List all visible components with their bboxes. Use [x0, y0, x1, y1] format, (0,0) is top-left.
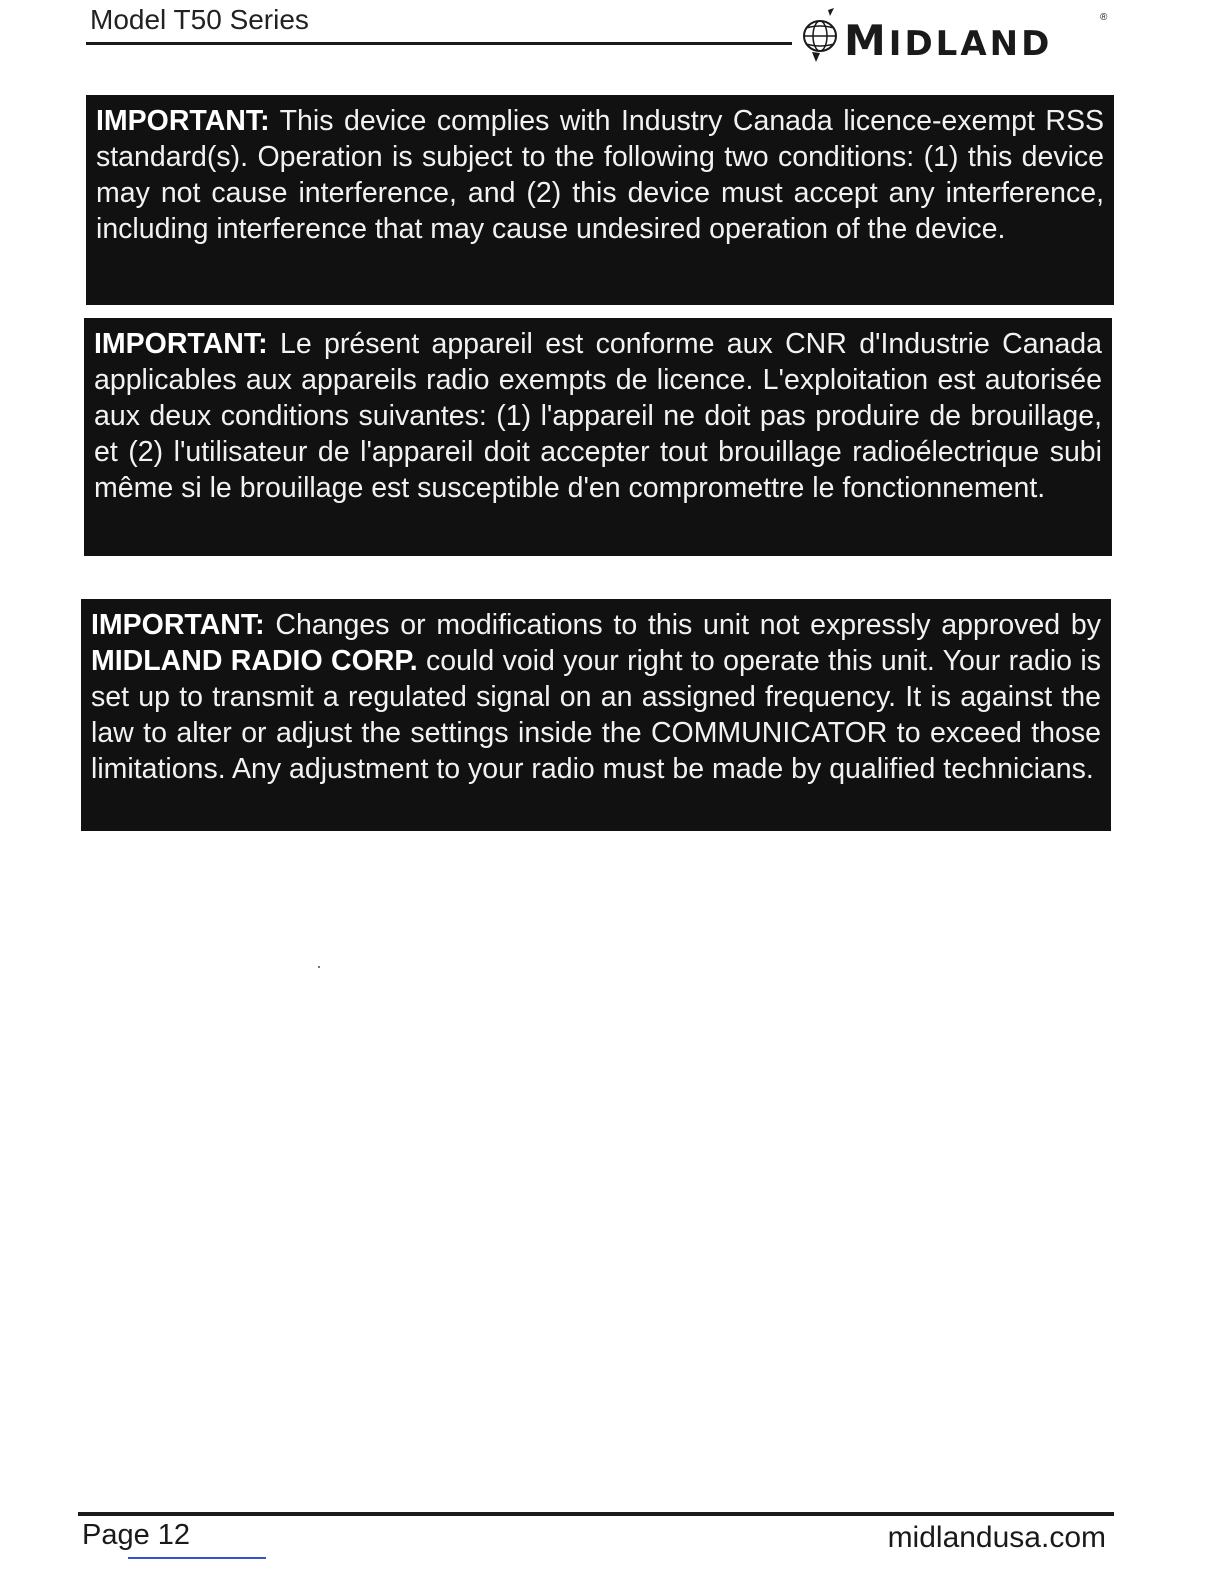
notice-modifications	[81, 599, 1111, 831]
company-name: MIDLAND RADIO CORP.	[91, 645, 418, 677]
notice-label: IMPORTANT:	[91, 609, 265, 641]
scan-speck	[318, 966, 320, 968]
website-link[interactable]: midlandusa.com	[887, 1521, 1106, 1554]
page-header-title: Model T50 Series	[90, 4, 309, 35]
registered-mark: ®	[1100, 12, 1108, 23]
brand-rest: IDLAND	[888, 24, 1053, 64]
header-rule	[86, 42, 792, 45]
notice-text: Le présent appareil est conforme aux CNR d'Industrie Canada applicables aux appareils radio exempts de licence. L'exploitation est autorisée aux deux conditions suivantes: (1) l'appareil ne doit pas produire de brouillage, et (2) l'utilisateur de l'appareil doit accepter tout brouillage radioélectrique subi même si le brouillage est susceptible d'en compromettre le fonctionnement.	[94, 328, 1103, 504]
notice-industry-canada-en	[86, 95, 1114, 305]
page-number-underline	[128, 1557, 266, 1559]
page-number: Page 12	[82, 1519, 191, 1551]
notice-industry-canada-fr	[84, 318, 1112, 556]
notice-label: IMPORTANT:	[94, 328, 268, 360]
notice-text: This device complies with Industry Canada licence-exempt RSS standard(s). Operation is subject to the following two conditions: (1) this device may not cause interference, and (2) this device must accept any interference, including interference that may cause undesired operation of the device.	[96, 105, 1104, 245]
footer-rule	[78, 1512, 1114, 1516]
midland-logo	[800, 6, 1116, 64]
brand-initial: M	[844, 16, 889, 65]
notice-text-after: could void your right to operate this unit. Your radio is set up to transmit a regulated signal on an assigned frequency. It is against the law to alter or adjust the settings inside the COMMUNICATOR to exceed those limitations. Any adjustment to your radio must be made by qualified technicians.	[91, 645, 1102, 785]
notice-text-before: Changes or modifications to this unit not expressly approved by	[275, 609, 1101, 641]
globe-icon	[800, 6, 844, 64]
brand-wordmark	[844, 16, 1052, 65]
notice-label: IMPORTANT:	[96, 105, 270, 137]
